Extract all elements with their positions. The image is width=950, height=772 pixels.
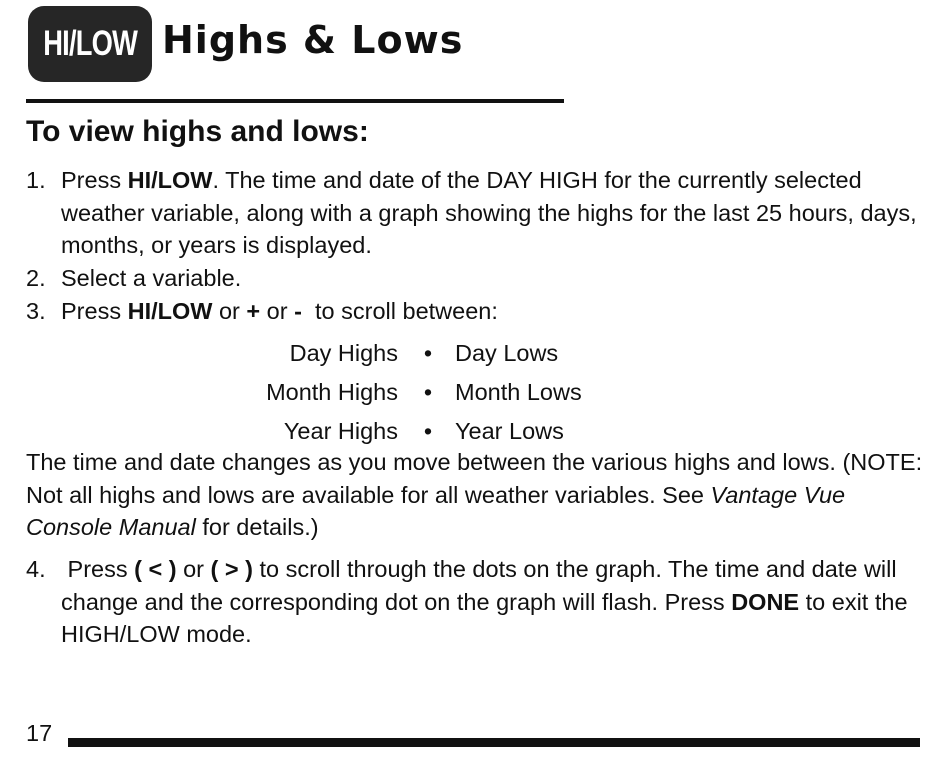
step-number: 1.	[26, 167, 46, 193]
badge-label: HI/LOW	[43, 24, 137, 63]
key-name: HI/LOW	[127, 167, 213, 193]
hi-low-key-badge	[28, 6, 152, 82]
step-text-part: to scroll between:	[301, 298, 498, 324]
high-option: Year Highs	[283, 418, 398, 444]
step-number: 2.	[26, 265, 46, 291]
list-item	[150, 376, 750, 415]
note-text: for details.)	[195, 514, 319, 541]
key-name: DONE	[731, 588, 800, 615]
step-text-part: . The time and date of the DAY HIGH for the currently selected weather variable, along with a graph showing the highs for the last 25 hours, days, months, or years is displayed.	[61, 167, 917, 259]
key-name: -	[294, 298, 302, 324]
high-option: Month Highs	[266, 379, 398, 405]
step-text-part: or	[176, 556, 211, 582]
step-number: 3.	[26, 298, 46, 324]
page-title: Highs & Lows	[162, 18, 464, 62]
note-text: The time and date changes as you move between the various highs and lows. (NOTE: Not all highs and lows are available for all weather variables. See	[26, 449, 923, 508]
step-text	[61, 164, 941, 262]
title-divider	[26, 99, 564, 103]
step-text: Select a variable.	[61, 265, 242, 291]
list-item	[150, 337, 750, 376]
bullet-icon: •	[423, 379, 433, 405]
step-text-part: or	[212, 298, 247, 324]
step-text-part: Press	[61, 167, 128, 193]
low-option: Day Lows	[455, 340, 559, 366]
note-paragraph	[26, 446, 926, 544]
bullet-icon: •	[423, 418, 433, 444]
section-heading: To view highs and lows:	[26, 115, 369, 148]
manual-title: Vantage Vue Console Manual	[26, 481, 846, 541]
step-text-part: or	[260, 298, 295, 324]
step-text	[61, 553, 941, 651]
high-option: Day Highs	[289, 340, 398, 366]
step-number: 4.	[26, 556, 46, 582]
step-text-part: Press	[61, 298, 128, 324]
key-name: ( < )	[134, 556, 177, 582]
bullet-icon: •	[423, 340, 433, 366]
footer-rule	[68, 738, 920, 747]
step-text	[61, 295, 941, 328]
key-name: ( > )	[210, 556, 253, 582]
key-name: HI/LOW	[127, 298, 213, 324]
scroll-options-list	[150, 337, 750, 454]
step-text-part: Press	[61, 556, 135, 582]
low-option: Year Lows	[455, 418, 564, 444]
step-text-part: to scroll through the dots on the graph. The time and date will change and the corresponding dot on the graph will flash. Press	[61, 556, 897, 615]
step-text-part: to exit the HIGH/LOW mode.	[61, 588, 908, 648]
low-option: Month Lows	[455, 379, 582, 405]
page-number: 17	[26, 720, 53, 746]
key-name: +	[246, 298, 261, 324]
